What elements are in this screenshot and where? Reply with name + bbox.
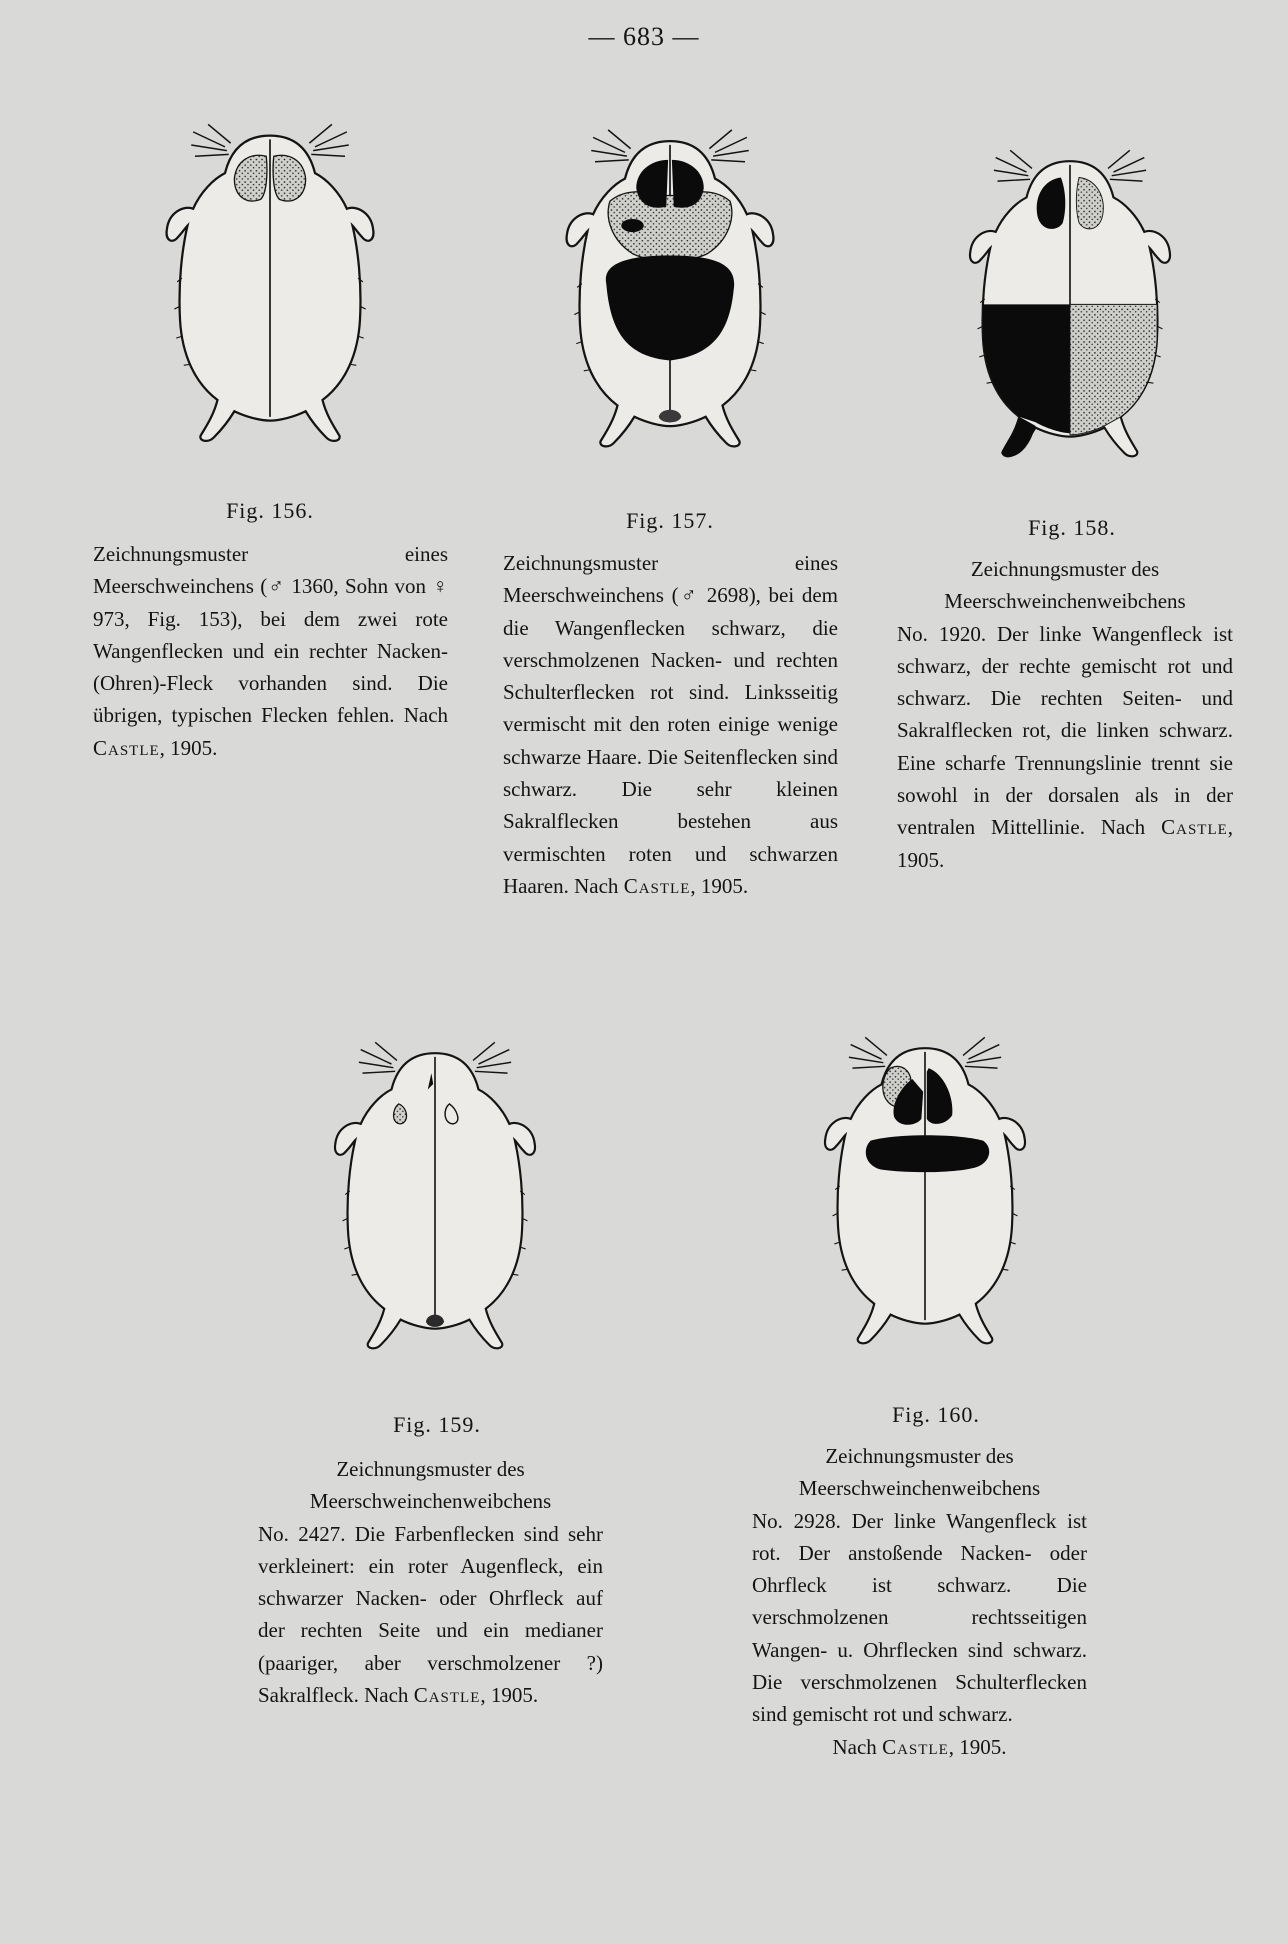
figure-156-caption-text: Zeichnungsmuster eines Meerschweinchens (♂ 1360, Sohn von ♀ 973, Fig. 153), bei dem zwei rote Wangenflecken und ein rechter Nacken-(Ohren)-Fleck vorhanden sind. Die übrigen, typischen Flecken fehlen. (93, 542, 448, 728)
figure-160-caption-text: No. 2928. Der linke Wangenfleck ist rot. Der anstoßende Nacken- oder Ohrfleck ist schwarz. Die verschmolzenen rechtsseitigen Wangen- u. Ohrflecken sind schwarz. Die verschmolzenen Schulterflecken sind gemischt rot und schwarz. (752, 1508, 1087, 1727)
page-number: — 683 — (588, 22, 700, 51)
figure-156-label: Fig. 156. (226, 498, 314, 523)
figure-158-credit-author: Castle (1161, 815, 1228, 840)
figure-160-caption (752, 1440, 1087, 1763)
figure-156-credit-prefix: Nach (403, 703, 449, 728)
figure-157 (520, 98, 820, 488)
figure-156-credit-author: Castle (93, 735, 160, 760)
figure-157-caption-text: Zeichnungsmuster eines Meerschweinchens (♂ 2698), bei dem die Wangenflecken schwarz, die verschmolzenen Nacken- und rechten Schulterflecken rot sind. Linksseitig vermischt mit den roten einige wenige schwarze Haare. Die Seitenflecken sind schwarz. Die sehr kleinen Sakralflecken bestehen aus vermischten roten und schwarzen Haaren. (503, 551, 838, 898)
figure-157-label: Fig. 157. (626, 508, 714, 533)
figure-160-credit (752, 1731, 1087, 1763)
guinea-pig-drawing-159 (290, 995, 580, 1405)
figure-159 (290, 995, 580, 1405)
figure-160-credit-year: , 1905. (948, 1734, 1007, 1759)
figure-160-credit-prefix: Nach (832, 1734, 877, 1759)
figure-157-credit-year: , 1905. (690, 873, 749, 898)
figure-158-label: Fig. 158. (1028, 515, 1116, 540)
figure-157-credit-prefix: Nach (574, 873, 619, 898)
figure-160-credit-author: Castle (882, 1734, 949, 1759)
guinea-pig-drawing-158 (925, 108, 1215, 508)
guinea-pig-drawing-160 (780, 995, 1070, 1395)
figure-159-credit-year: , 1905. (480, 1683, 539, 1708)
figure-157-caption (503, 547, 838, 902)
figure-156-credit-year: , 1905. (159, 735, 218, 760)
figure-159-caption-text: No. 2427. Die Farbenflecken sind sehr verkleinert: ein roter Augenfleck, ein schwarzer Nacken- oder Ohrfleck auf der rechten Seite und ein medianer (paariger, aber verschmolzener ?) Sakralfleck. (258, 1521, 603, 1708)
figure-160-label: Fig. 160. (892, 1402, 980, 1427)
figure-159-label: Fig. 159. (393, 1412, 481, 1437)
figure-156 (120, 85, 420, 490)
figure-158-caption (897, 553, 1233, 876)
figure-158-caption-head: Zeichnungsmuster des Meerschweinchenweibchens (944, 557, 1186, 614)
figure-159-caption-head: Zeichnungsmuster des Meerschweinchenweibchens (309, 1457, 552, 1514)
figure-160 (780, 995, 1070, 1395)
figure-158 (925, 108, 1215, 508)
guinea-pig-drawing-157 (520, 98, 820, 488)
figure-157-credit-author: Castle (623, 873, 691, 898)
figure-158-credit-year: , 1905. (897, 815, 1234, 872)
figure-158-caption-text: No. 1920. Der linke Wangenfleck ist schwarz, der rechte gemischt rot und schwarz. Die rechten Seiten- und Sakralflecken rot, die linken schwarz. Eine scharfe Trennungslinie trennt sie sowohl in der dorsalen als in der ventralen Mittellinie. (897, 621, 1233, 840)
figure-158-credit-prefix: Nach (1100, 815, 1146, 840)
figure-159-credit-prefix: Nach (364, 1683, 409, 1708)
figure-159-credit-author: Castle (413, 1683, 481, 1708)
figure-156-caption (93, 538, 448, 764)
figure-160-caption-head: Zeichnungsmuster des Meerschweinchenweibchens (798, 1444, 1041, 1501)
guinea-pig-drawing-156 (120, 85, 420, 490)
figure-159-caption (258, 1453, 603, 1711)
